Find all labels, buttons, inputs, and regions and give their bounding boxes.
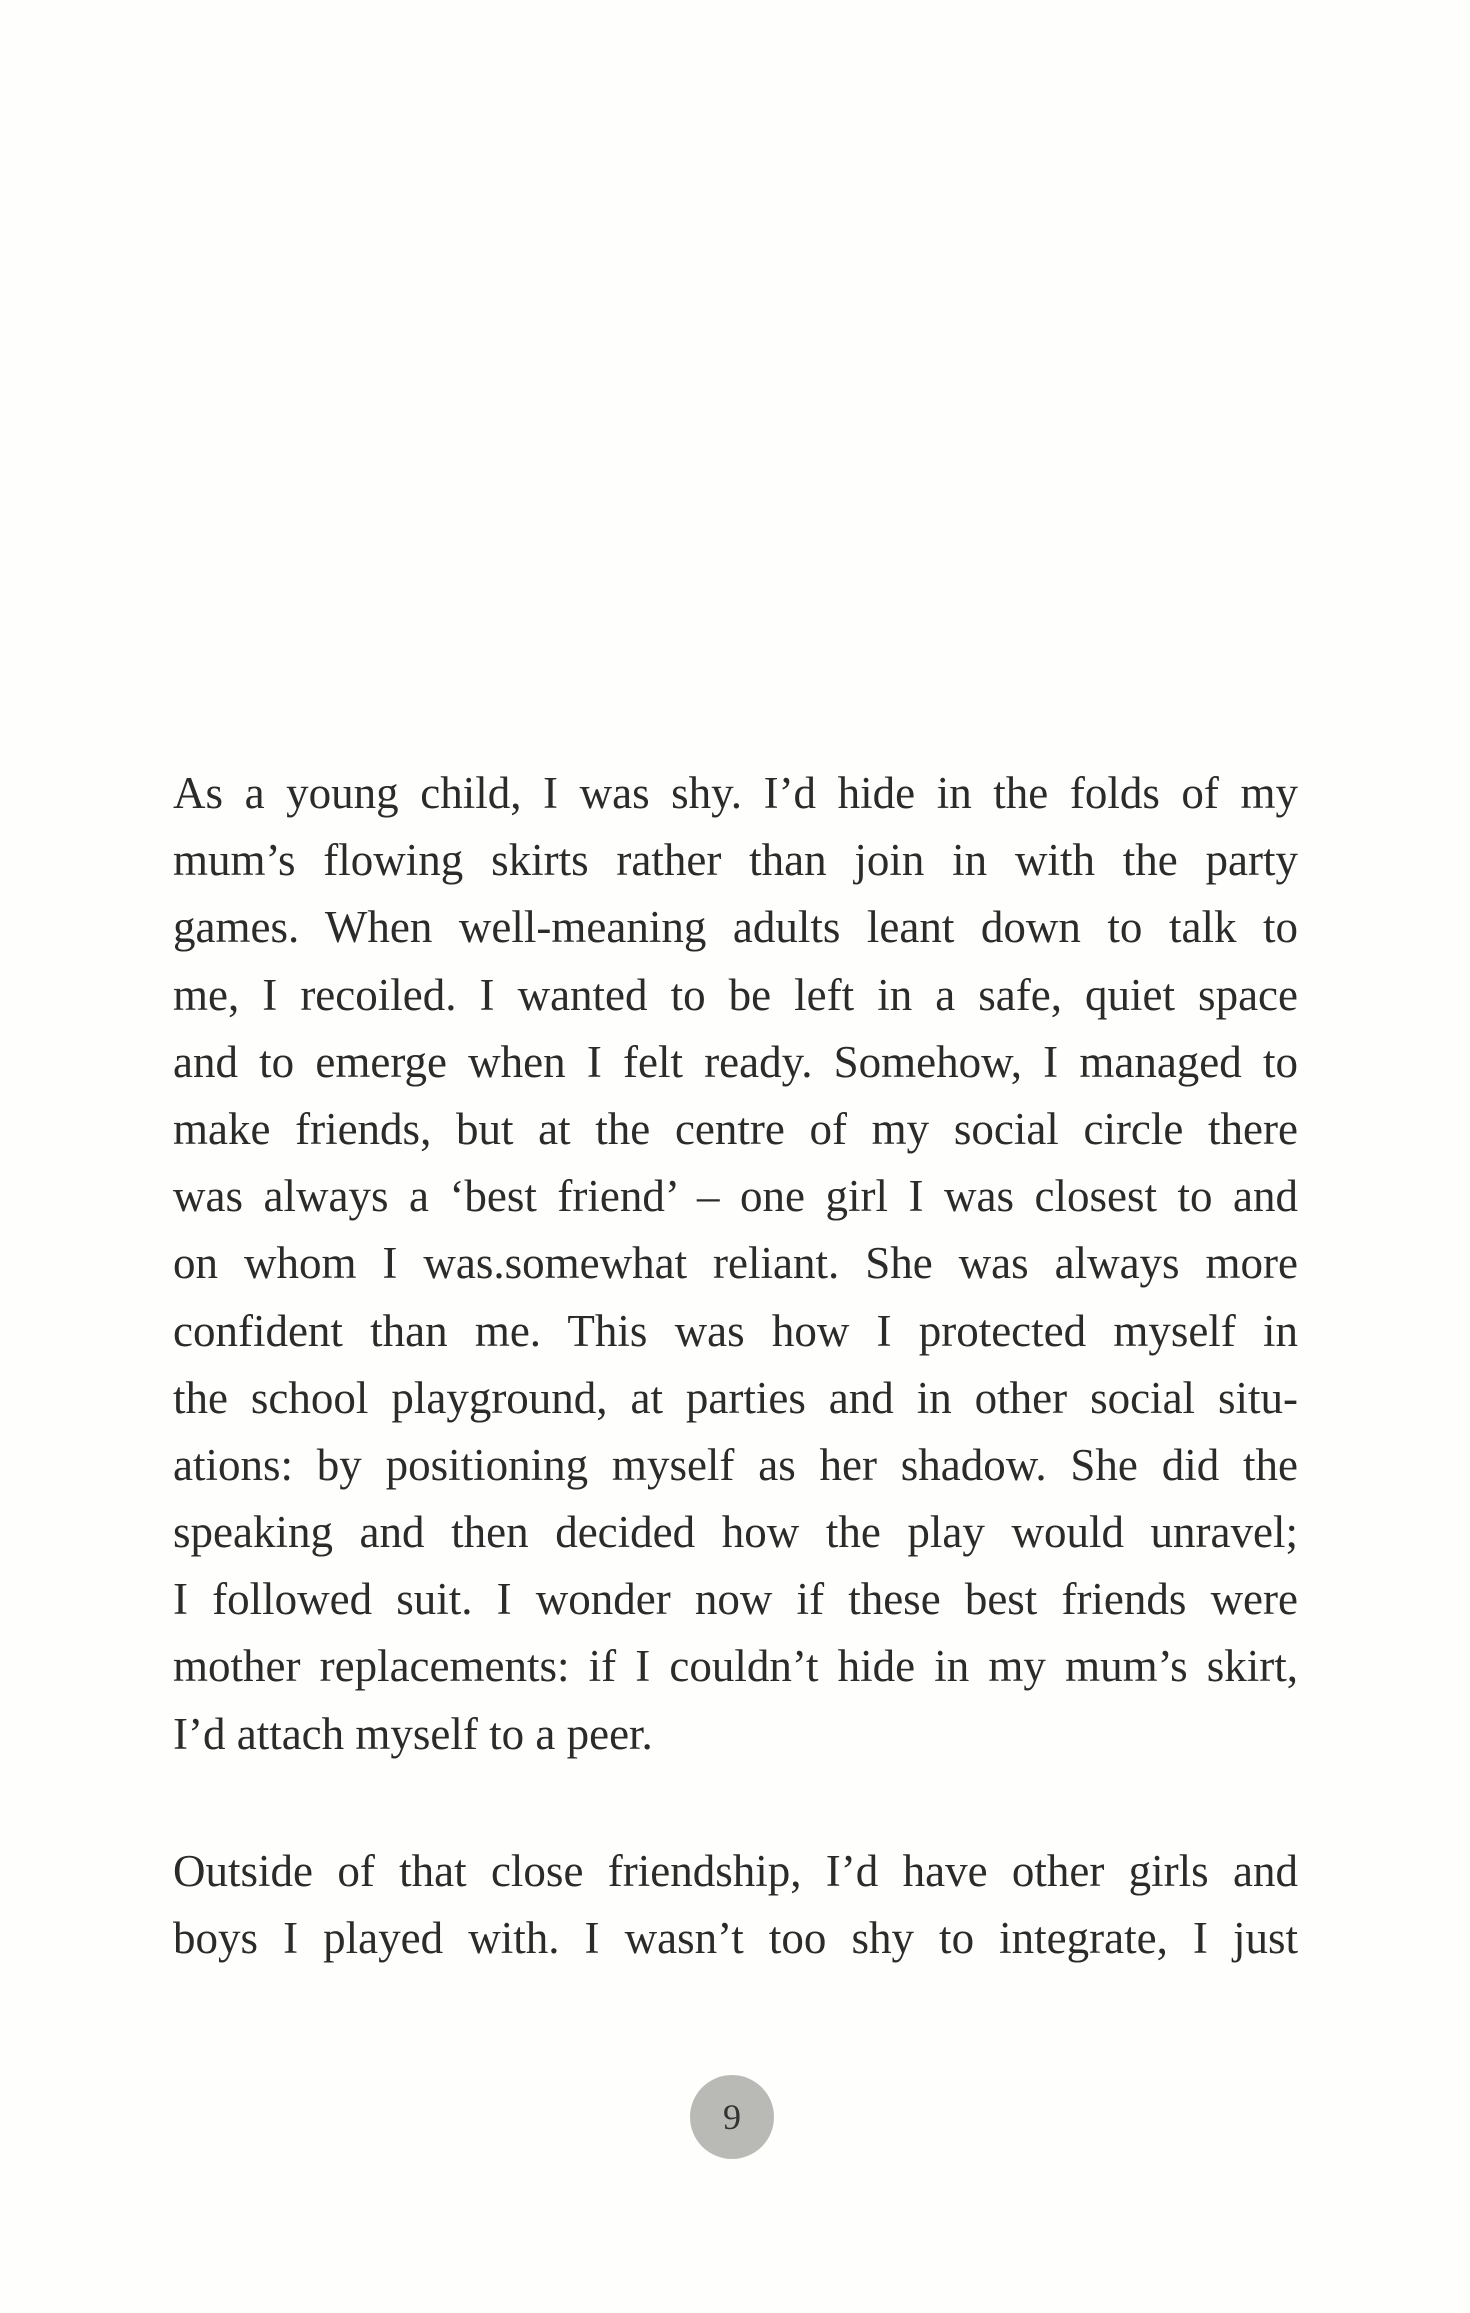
text-line: speaking and then decided how the play would unravel; — [173, 1507, 1298, 1558]
paragraph-1 — [173, 760, 1298, 1768]
text-line: As a young child, I was shy. I’d hide in the folds of my — [173, 768, 1298, 818]
text-line: confident than me. This was how I protected myself in — [173, 1305, 1298, 1356]
text-line: games. When well-meaning adults leant down to talk to — [173, 902, 1298, 953]
text-line: on whom I was.somewhat reliant. She was always more — [173, 1238, 1298, 1289]
text-line: ations: by positioning myself as her shadow. She did the — [173, 1439, 1298, 1490]
text-line: was always a ‘best friend’ – one girl I was closest to and — [173, 1171, 1298, 1222]
text-line: make friends, but at the centre of my social circle there — [173, 1103, 1298, 1154]
text-line: Outside of that close friendship, I’d have other girls and — [173, 1846, 1298, 1896]
text-line: and to emerge when I felt ready. Somehow, I managed to — [173, 1036, 1298, 1087]
paragraph-2 — [173, 1838, 1298, 1972]
page-number-badge: 9 — [690, 2075, 774, 2159]
text-line: mother replacements: if I couldn’t hide in my mum’s skirt, — [173, 1641, 1298, 1692]
text-line: me, I recoiled. I wanted to be left in a safe, quiet space — [173, 969, 1298, 1020]
text-line: I’d attach myself to a peer. — [173, 1708, 653, 1759]
text-line: I followed suit. I wonder now if these best friends were — [173, 1574, 1298, 1625]
text-line: the school playground, at parties and in other social situ- — [173, 1372, 1298, 1423]
text-line: boys I played with. I wasn’t too shy to integrate, I just — [173, 1913, 1298, 1964]
text-line: mum’s flowing skirts rather than join in with the party — [173, 835, 1298, 886]
